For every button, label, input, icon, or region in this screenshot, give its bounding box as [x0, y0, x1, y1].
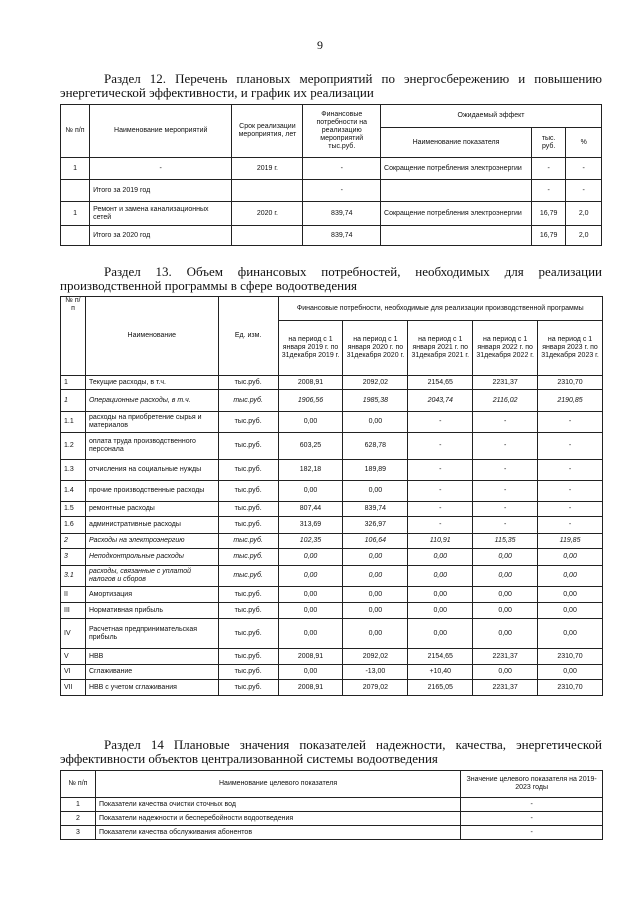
table-row: Итого за 2019 год - - - [61, 180, 602, 202]
section-14-title [60, 738, 602, 766]
table-row: VI Сглаживание тыс.руб. 0,00 -13,00 +10,40 0,00 0,00 [61, 665, 603, 680]
table-row: IV Расчетная предпринимательская прибыль тыс.руб. 0,00 0,00 0,00 0,00 0,00 [61, 619, 603, 649]
header-name: Наименование целевого показателя [95, 771, 460, 798]
header-period: на период с 1 января 2021 г. по 31декабря 2021 г. [408, 321, 473, 376]
table-row: 1.3 отчисления на социальные нужды тыс.руб. 182,18 189,89 - - - [61, 460, 603, 481]
header-unit: Ед. изм. [218, 297, 278, 376]
table-row: 1.6 административные расходы тыс.руб. 313,69 326,97 - - - [61, 517, 603, 534]
section-13-rows [61, 376, 603, 696]
table-row: 3 Неподконтрольные расходы тыс.руб. 0,00 0,00 0,00 0,00 0,00 [61, 549, 603, 566]
section-13-table [60, 296, 603, 696]
header-num: № п/п [61, 297, 86, 376]
header-financing: Финансовые потребности на реализацию мероприятий тыс.руб. [303, 105, 381, 158]
header-period: на период с 1 января 2019 г. по 31декабря 2019 г. [278, 321, 343, 376]
table-row: 1.5 ремонтные расходы тыс.руб. 807,44 839,74 - - - [61, 502, 603, 517]
table-row: 2 Расходы на электроэнергию тыс.руб. 102,35 106,64 110,91 115,35 119,85 [61, 534, 603, 549]
section-12-title-line2: энергетической эффективности, и график их реализации [60, 85, 374, 100]
header-percent: % [566, 128, 602, 158]
header-term: Срок реализации мероприятия, лет [232, 105, 303, 158]
header-financing: Финансовые потребности, необходимые для реализации производственной программы [278, 297, 602, 321]
table-row: 1 Текущие расходы, в т.ч. тыс.руб. 2008,91 2092,02 2154,65 2231,37 2310,70 [61, 376, 603, 390]
section-13-title-line2: производственной программы в сфере водоотведения [60, 278, 358, 293]
section-13-title [60, 265, 602, 293]
table-row: 3.1 расходы, связанные с уплатой налогов и сборов тыс.руб. 0,00 0,00 0,00 0,00 0,00 [61, 566, 603, 587]
table-row: Итого за 2020 год 839,74 16,79 2,0 [61, 226, 602, 246]
table-row: VII НВВ с учетом сглаживания тыс.руб. 2008,91 2079,02 2165,05 2231,37 2310,70 [61, 680, 603, 696]
section-14-table [60, 770, 603, 840]
table-row: II Амортизация тыс.руб. 0,00 0,00 0,00 0,00 0,00 [61, 587, 603, 603]
table-row: 1 Ремонт и замена канализационных сетей 2020 г. 839,74 Сокращение потребления электроэнергии 16,79 2,0 [61, 202, 602, 226]
section-14-title-line2: эффективности объектов централизованной системы водоотведения [60, 751, 438, 766]
section-14-title-line1: Раздел 14 Плановые значения показателей надежности, качества, энергетической [104, 737, 602, 752]
table-row: 1 Показатели качества очистки сточных вод - [61, 798, 603, 812]
header-value: Значение целевого показателя на 2019-2023 годы [461, 771, 603, 798]
section-12-title [60, 72, 602, 100]
header-name: Наименование мероприятий [90, 105, 232, 158]
section-13-title-line1: Раздел 13. Объем финансовых потребностей, необходимых для реализации [104, 264, 602, 279]
header-period: на период с 1 января 2023 г. по 31декабря 2023 г. [538, 321, 603, 376]
table-row: 1.4 прочие производственные расходы тыс.руб. 0,00 0,00 - - - [61, 481, 603, 502]
section-12-title-line1: Раздел 12. Перечень плановых мероприятий по энергосбережению и повышению [104, 71, 602, 86]
table-row: III Нормативная прибыль тыс.руб. 0,00 0,00 0,00 0,00 0,00 [61, 603, 603, 619]
header-period: на период с 1 января 2022 г. по 31декабря 2022 г. [473, 321, 538, 376]
table-row: V НВВ тыс.руб. 2008,91 2092,02 2154,65 2231,37 2310,70 [61, 649, 603, 665]
header-effect: Ожидаемый эффект [381, 105, 602, 128]
header-num: № п/п [61, 771, 96, 798]
header-num: № п/п [61, 105, 90, 158]
table-row: 1 - 2019 г. - Сокращение потребления электроэнергии - - [61, 158, 602, 180]
table-row: 3 Показатели качества обслуживания абонентов - [61, 826, 603, 840]
table-row: 1 Операционные расходы, в т.ч. тыс.руб. 1906,56 1985,38 2043,74 2116,02 2190,85 [61, 390, 603, 412]
table-row: 1.2 оплата труда производственного персонала тыс.руб. 603,25 628,78 - - - [61, 433, 603, 460]
header-thousand-rub: тыс. руб. [531, 128, 565, 158]
section-12-table [60, 104, 602, 246]
table-row: 2 Показатели надежности и бесперебойности водоотведения - [61, 812, 603, 826]
header-period: на период с 1 января 2020 г. по 31декабря 2020 г. [343, 321, 408, 376]
header-indicator: Наименование показателя [381, 128, 532, 158]
table-row: 1.1 расходы на приобретение сырья и материалов тыс.руб. 0,00 0,00 - - - [61, 412, 603, 433]
page-number: 9 [317, 38, 323, 52]
header-name: Наименование [85, 297, 218, 376]
